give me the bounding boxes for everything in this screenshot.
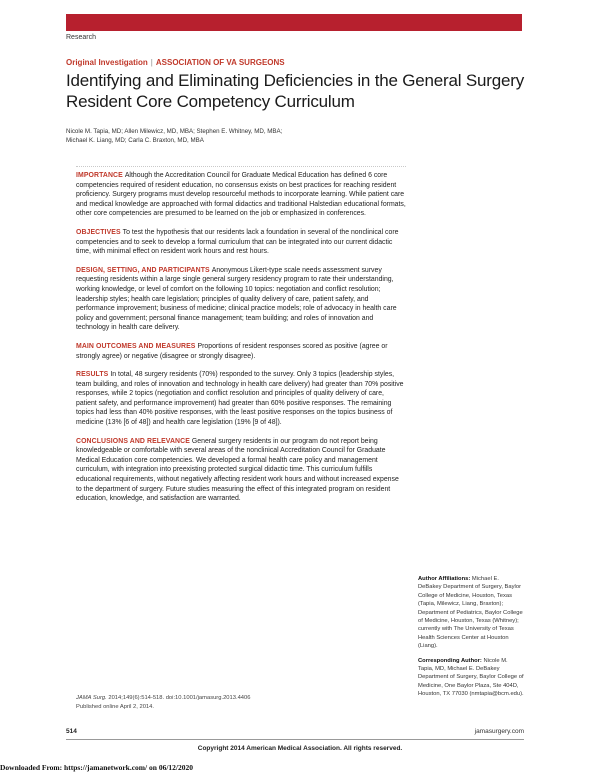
footer-rule — [66, 739, 524, 740]
abstract-importance — [76, 171, 406, 219]
abstract-results — [76, 370, 406, 428]
corresponding-label: Corresponding Author: — [418, 657, 482, 664]
article-kicker — [66, 58, 285, 67]
abstract-outcomes — [76, 342, 406, 361]
abstract-heading: RESULTS — [76, 371, 109, 379]
section-label: Research — [66, 34, 96, 41]
abstract-text: General surgery residents in our program do not report being knowledgeable or comfortable with several areas of the nonclinical Accreditation Council for Graduate Medical Education core competencies. We developed a formal health care policy and management curriculum, with integration into preexisting protected surgical didactic time. This curriculum fulfills educational requirements, without negatively affecting resident work hours and without increased expense to the department of surgery. Future studies measuring the effect of this integrated program on resident education, knowledge, and satisfaction are warranted. — [76, 437, 399, 503]
published-date: Published online April 2, 2014. — [76, 703, 154, 710]
authors-line: Michael K. Liang, MD; Carla C. Braxton, MD, MBA — [66, 137, 204, 144]
abstract-heading: CONCLUSIONS AND RELEVANCE — [76, 437, 190, 445]
kicker-separator: | — [150, 58, 153, 67]
affiliations-label: Author Affiliations: — [418, 576, 471, 582]
abstract-text: In total, 48 surgery residents (70%) responded to the survey. Only 3 topics (leadership styles, team building, and roles of innovation and technology in health care delivery) had greater than 70% positive responses, while 2 topics (negotiation and conflict resolution and principles of quality delivery of care, patient safety, and performance improvement) had greater than 60% positive responses. The remaining topics had less than 40% positive responses, with the least positive responses on the topics business of medicine (13% [6 of 48]) and health care legislation (19% [9 of 48]). — [76, 371, 404, 427]
abstract-objectives — [76, 228, 406, 257]
copyright-notice: Copyright 2014 American Medical Association. All rights reserved. — [197, 745, 403, 752]
abstract-text: Although the Accreditation Council for Graduate Medical Education has defined 6 core competencies required of resident education, no consensus exists on best practices for reaching resident proficiency. Surgery programs must develop resourceful methods to incorporate learning. While patient care and medical knowledge are approached with formal didactics and traditional Halstedian educational formats, other core competencies are presumed to be learned on the job or emphasized in conferences. — [76, 172, 406, 218]
article-title: Identifying and Eliminating Deficiencies in the General Surgery Resident Core Competency Curriculum — [66, 71, 524, 111]
abstract-design — [76, 266, 406, 333]
abstract-heading: MAIN OUTCOMES AND MEASURES — [76, 342, 196, 350]
citation-journal: JAMA Surg. — [76, 695, 107, 701]
association-label: ASSOCIATION OF VA SURGEONS — [155, 58, 285, 67]
abstract-heading: OBJECTIVES — [76, 228, 121, 236]
abstract-text: Anonymous Likert-type scale needs assessment survey requesting residents within a large single general surgery residency program to rate their understanding, working knowledge, or level of comfort on the following 10 topics: negotiation and conflict resolution; leadership styles; health care legislation; principles of quality delivery of care, patient safety, and performance improvement; business of medicine; clinical practice models; role of advocacy in health care policy and government; personal finance management; team building; and roles of innovation and technology in health care delivery. — [76, 266, 397, 332]
author-affiliations — [418, 575, 524, 699]
page-number: 514 — [66, 728, 77, 735]
abstract-conclusions — [76, 437, 406, 504]
abstract — [76, 171, 406, 513]
author-list — [66, 127, 366, 145]
citation — [76, 694, 376, 711]
abstract-heading: IMPORTANCE — [76, 172, 123, 179]
journal-url: jamasurgery.com — [474, 728, 524, 735]
authors-line: Nicole M. Tapia, MD; Allen Milewicz, MD, MBA; Stephen E. Whitney, MD, MBA; — [66, 128, 283, 135]
abstract-text: Proportions of resident responses scored as positive (agree or strongly agree) or negative (disagree or strongly disagree). — [76, 342, 388, 360]
affiliations-text: Michael E. DeBakey Department of Surgery, Baylor College of Medicine, Houston, Texas (Tapia, Milewicz, Liang, Braxton); Department of Pediatrics, Baylor College of Medicine, Houston, Texas (Whitney); currently with The University of Texas Health Sciences Center at Houston (Liang). — [418, 576, 523, 650]
corresponding-text: Nicole M. Tapia, MD, Michael E. DeBakey Department of Surgery, Baylor College of Medicine, One Baylor Plaza, Ste 404D, Houston, TX 77030 (nmtapia@bcm.edu). — [418, 657, 524, 698]
article-type: Original Investigation — [66, 58, 148, 67]
citation-details: 2014;149(6):514-518. doi:10.1001/jamasurg.2013.4406 — [108, 695, 251, 701]
abstract-text: To test the hypothesis that our residents lack a foundation in several of the nonclinical core competencies and to seek to develop a formal curriculum that can be integrated into our current didactic time, with minimal effect on resident work hours and rest hours. — [76, 228, 399, 256]
download-stamp: Downloaded From: https://jamanetwork.com/ on 06/12/2020 — [0, 763, 193, 772]
abstract-top-rule — [76, 166, 406, 167]
abstract-heading: DESIGN, SETTING, AND PARTICIPANTS — [76, 266, 210, 274]
journal-header-bar — [66, 14, 522, 31]
